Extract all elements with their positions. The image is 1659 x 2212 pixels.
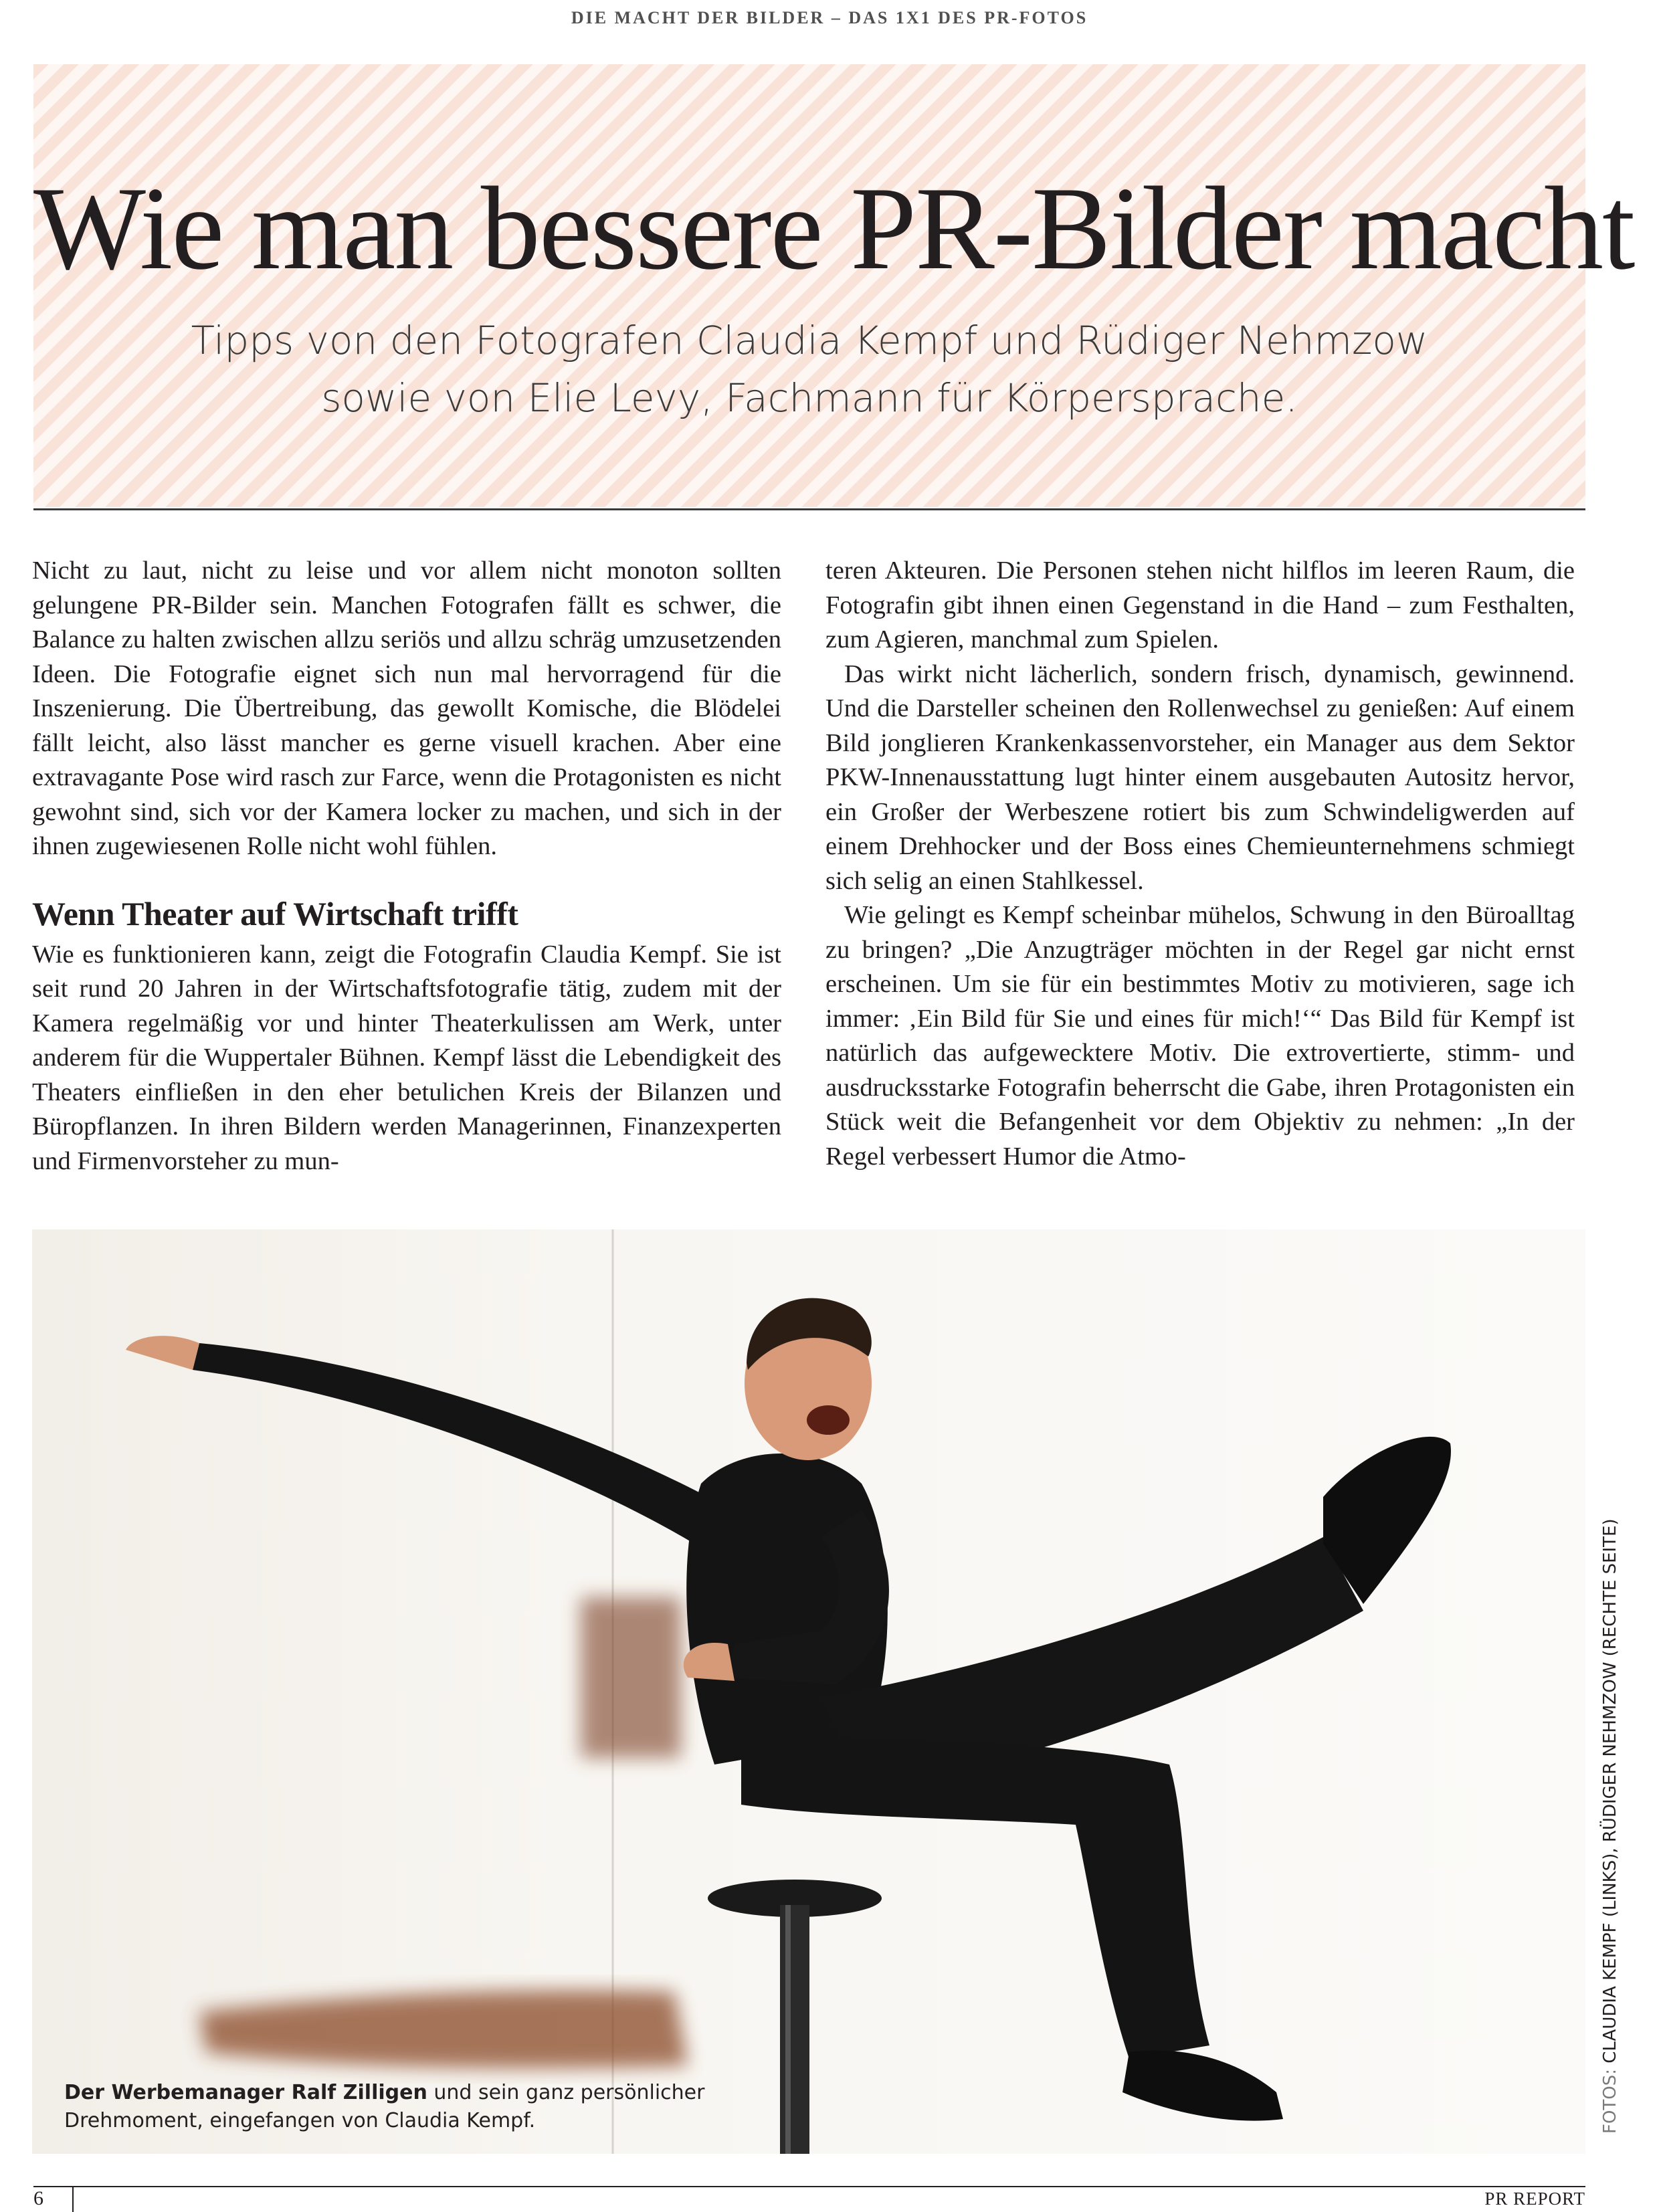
footer-divider (33, 2186, 1585, 2187)
article-photo (32, 1229, 1585, 2154)
subtitle-line-2: sowie von Elie Levy, Fachmann für Körpersprache. (321, 375, 1298, 421)
article-subtitle (33, 312, 1585, 427)
credit-text: CLAUDIA KEMPF (LINKS), RÜDIGER NEHMZOW (RECHTE SEITE) (1600, 1518, 1620, 2064)
footer-page-marker (72, 2186, 74, 2212)
magazine-name: PR REPORT (1484, 2189, 1585, 2209)
article-column-right (825, 554, 1575, 1174)
article-title: Wie man bessere PR-Bilder macht (33, 162, 1634, 294)
photo-caption (64, 2079, 800, 2135)
banner-divider (33, 508, 1585, 510)
photo-illustration (32, 1229, 1585, 2154)
credit-label: FOTOS: (1600, 2063, 1620, 2134)
body-paragraph: Das wirkt nicht lächerlich, sondern frisch, dynamisch, gewinnend. Und die Darsteller scheinen den Rollenwechsel zu genießen: Auf einem Bild jonglieren Krankenkassenvorsteher, ein Manager aus dem Sektor PKW-Innenausstattung lugt hinter einem ausgebauten Autositz hervor, ein Großer der Werbeszene rotiert bis zum Schwindeligwerden auf einem Drehhocker und der Boss eines Chemieunternehmens schmiegt sich selig an einen Stahlkessel. (825, 660, 1575, 895)
body-paragraph: Wie es funktionieren kann, zeigt die Fotografin Claudia Kempf. Sie ist seit rund 20 Jahren in der Wirtschaftsfotografie tätig, zudem mit der Kamera regelmäßig vor und hinter Theaterkulissen am Werk, unter anderem für die Wuppertaler Bühnen. Kempf lässt die Lebendigkeit des Theaters einfließen in den eher betulichen Kreis der Bilanzen und Büropflanzen. In ihren Bildern werden Managerinnen, Finanzexperten und Firmenvorsteher zu mun- (32, 940, 781, 1175)
subtitle-line-1: Tipps von den Fotografen Claudia Kempf und Rüdiger Nehmzow (191, 318, 1428, 363)
article-subhead: Wenn Theater auf Wirtschaft trifft (32, 894, 518, 932)
caption-subject: Der Werbemanager Ralf Zilligen (64, 2081, 427, 2104)
section-kicker: DIE MACHT DER BILDER – DAS 1X1 DES PR-FOTOS (571, 8, 1088, 27)
page-number: 6 (33, 2187, 43, 2209)
body-paragraph: teren Akteuren. Die Personen stehen nicht hilflos im leeren Raum, die Fotografin gibt ihnen einen Gegenstand in die Hand – zum Festhalten, zum Agieren, manchmal zum Spielen. (825, 557, 1575, 653)
photo-credit (1600, 1518, 1627, 2134)
title-banner (33, 64, 1634, 507)
caption-text: und sein ganz persönlicher Drehmoment, eingefangen von Claudia Kempf. (64, 2081, 705, 2132)
article-column-left (32, 554, 781, 1179)
body-paragraph: Wie gelingt es Kempf scheinbar mühelos, Schwung in den Büroalltag zu bringen? „Die Anzugträger möchten in der Regel gar nicht ernst erscheinen. Um sie für ein bestimmtes Motiv zu motivieren, sage ich immer: ‚Ein Bild für Sie und eines für mich!‘“ Das Bild für Kempf ist natürlich das aufgewecktere Motiv. Die extrovertierte, stimm- und ausdrucksstarke Fotografin beherrscht die Gabe, ihren Protagonisten ein Stück weit die Befangenheit vor dem Objektiv zu nehmen: „In der Regel verbessert Humor die Atmo- (825, 901, 1575, 1171)
body-paragraph: Nicht zu laut, nicht zu leise und vor allem nicht monoton sollten gelungene PR-Bilder sein. Manchen Fotografen fällt es schwer, die Balance zu halten zwischen allzu seriös und allzu schräg umzusetzenden Ideen. Die Fotografie eignet sich nun mal hervorragend für die Inszenierung. Die Übertreibung, das gewollt Komische, die Blödelei fällt leicht, also lässt mancher es gerne visuell krachen. Aber eine extravagante Pose wird rasch zur Farce, wenn die Protagonisten es nicht gewohnt sind, sich vor der Kamera locker zu machen, und sich in der ihnen zugewiesenen Rolle nicht wohl fühlen. (32, 557, 781, 860)
